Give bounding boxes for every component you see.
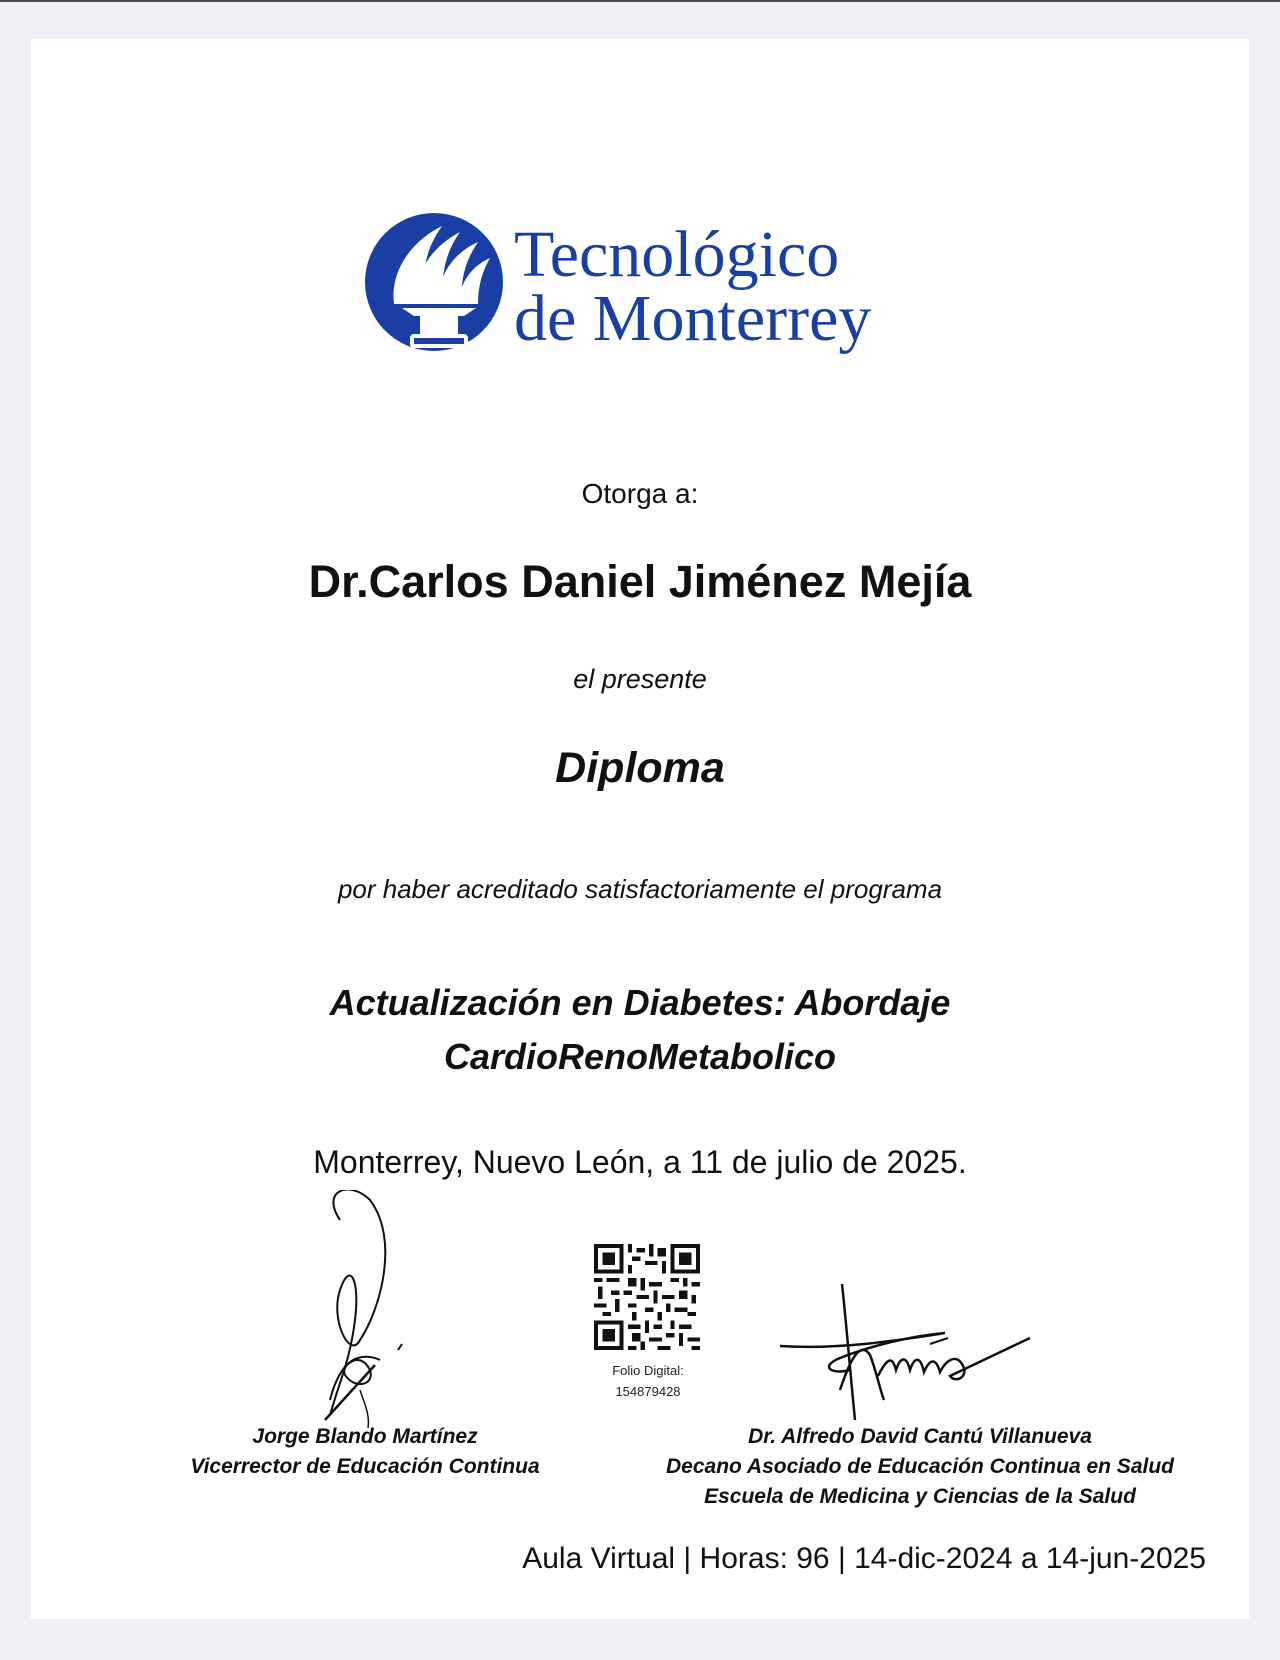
program-title-line2: CardioRenoMetabolico	[443, 1036, 837, 1077]
place-and-date: Monterrey, Nuevo León, a 11 de julio de 2025.	[313, 1144, 967, 1180]
left-signatory	[160, 1422, 570, 1482]
qr-code-icon	[594, 1244, 700, 1350]
left-signatory-name: Jorge Blando Martínez	[252, 1425, 478, 1448]
course-details-footer: Aula Virtual | Horas: 96 | 14-dic-2024 a 14-jun-2025	[522, 1542, 1206, 1575]
program-title-line1: Actualización en Diabetes: Abordaje	[329, 982, 951, 1023]
document-type-title: Diploma	[555, 744, 725, 792]
top-border-line	[0, 0, 1280, 2]
right-signatory	[620, 1422, 1220, 1512]
right-signatory-title-line2: Escuela de Medicina y Ciencias de la Salud	[704, 1485, 1136, 1508]
folio-number: 154879428	[615, 1384, 681, 1399]
recipient-full-name: Carlos Daniel Jiménez Mejía	[368, 556, 972, 607]
recipient-name	[200, 556, 1080, 608]
tec-de-monterrey-logo	[364, 212, 924, 372]
signature-right	[780, 1280, 1060, 1430]
recipient-prefix: Dr.	[308, 556, 369, 607]
left-signatory-title: Vicerrector de Educación Continua	[190, 1455, 540, 1478]
folio-label: Folio Digital:	[612, 1363, 684, 1378]
institution-name-line1: Tecnológico	[514, 218, 840, 291]
awards-label: Otorga a:	[581, 478, 699, 509]
el-presente-text: el presente	[573, 664, 707, 694]
digital-folio	[560, 1360, 736, 1402]
right-signatory-name: Dr. Alfredo David Cantú Villanueva	[748, 1425, 1092, 1448]
torch-emblem-icon	[365, 213, 503, 351]
signature-left	[300, 1190, 430, 1430]
program-title	[0, 976, 1280, 1084]
accreditation-reason: por haber acreditado satisfactoriamente el programa	[337, 874, 943, 904]
right-signatory-title-line1: Decano Asociado de Educación Continua en Salud	[666, 1455, 1174, 1478]
institution-name-line2: de Monterrey	[514, 282, 872, 355]
